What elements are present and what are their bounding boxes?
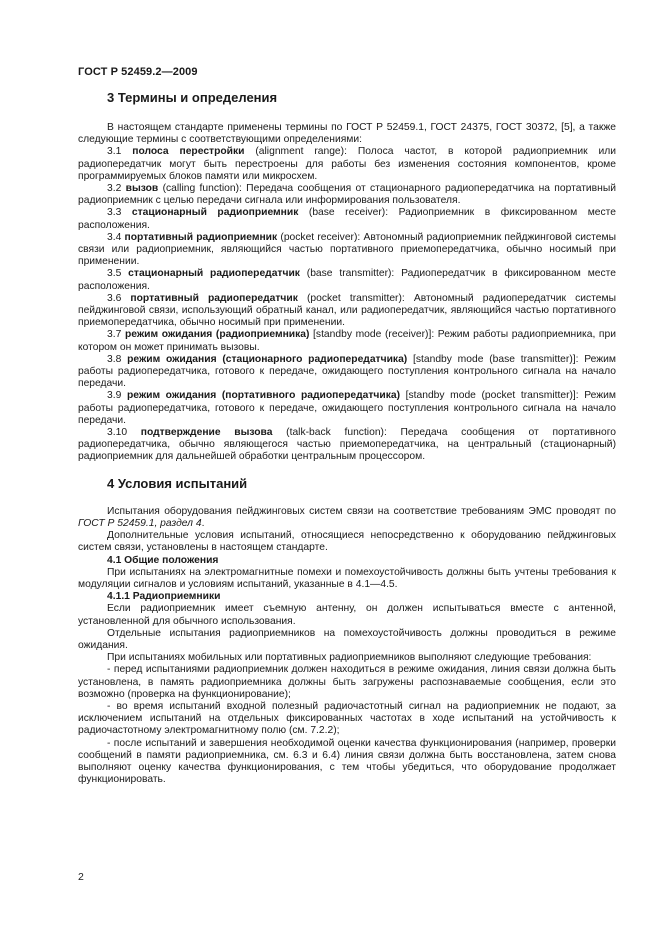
section-3-title: 3 Термины и определения (107, 90, 278, 105)
section-3-intro: В настоящем стандарте применены термины по ГОСТ Р 52459.1, ГОСТ 24375, ГОСТ 30372, [5], а также следующие термины с соответствующими определениями: (78, 122, 616, 146)
section-4-paragraph-1: Испытания оборудования пейджинговых систем связи на соответствие требованиям ЭМС проводят по ГОСТ Р 52459.1, раздел 4. (78, 505, 616, 529)
subsection-4-1-1-paragraph-3: При испытаниях мобильных или портативных радиоприемников выполняют следующие требования: (107, 652, 592, 664)
term-3-8: 3.8 режим ожидания (стационарного радиопередатчика) [standby mode (base transmitter)]: Режим работы радиопередатчика, готового к передаче, ожидающего поступления контрольного сигнала на начало передачи. (78, 353, 616, 390)
term-3-1: 3.1 полоса перестройки (alignment range): Полоса частот, в которой радиоприемник или радиопередатчик могут быть перестроены для работы без изменения состояния компонентов, кроме программируемых блоков памяти или микросхем. (78, 146, 616, 182)
term-3-7: 3.7 режим ожидания (радиоприемника) [standby mode (receiver)]: Режим работы радиоприемника, при котором он может принимать вызовы. (78, 329, 616, 353)
list-item: - после испытаний и завершения необходимой оценки качества функционирования (например, проверки сообщений в памяти радиоприемника, см. 6.3 и 6.4) линия связи должна быть восстановлена, затем снова выполняют оценку качества функционирования, с тем чтобы убедиться, что оборудование продолжает функционировать. (78, 737, 616, 786)
document-body (78, 90, 616, 786)
term-3-3: 3.3 стационарный радиоприемник (base receiver): Радиоприемник в фиксированном месте расположения. (78, 207, 616, 231)
subsection-4-1-1-paragraph-2: Отдельные испытания радиоприемников на помехоустойчивость должны проводиться в режиме ожидания. (78, 627, 616, 651)
document-header: ГОСТ Р 52459.2—2009 (78, 66, 198, 78)
list-item: - во время испытаний входной полезный радиочастотный сигнал на радиоприемник не подают, за исключением испытаний на отдельных фиксированных частотах в ходе испытаний на устойчивость к радиочастотному электромагнитному полю (см. 7.2.2); (78, 700, 616, 737)
subsection-4-1-1-title: 4.1.1 Радиоприемники (107, 591, 221, 603)
term-3-10: 3.10 подтверждение вызова (talk-back function): Передача сообщения от портативного радиопередатчика, обычно являющегося частью приемопередатчика, на центральный (стационарный) радиоприемник для дальнейшей обработки центральным процессором. (78, 427, 616, 463)
term-3-4: 3.4 портативный радиоприемник (pocket receiver): Автономный радиоприемник пейджинговой системы связи или радиоприемник, являющийся частью портативного приемопередатчика, обычно носимый при применении. (78, 231, 616, 268)
section-4-title: 4 Условия испытаний (107, 475, 248, 491)
term-3-9: 3.9 режим ожидания (портативного радиопередатчика) [standby mode (pocket transmitter)]: Режим работы радиопередатчика, готового к передаче, ожидающего поступления контрольного сигнала на начало передачи. (78, 390, 616, 426)
term-3-2: 3.2 вызов (calling function): Передача сообщения от стационарного радиопередатчика на портативный радиоприемник с целью передачи сигнала или информирования пользователя. (78, 183, 616, 207)
term-3-5: 3.5 стационарный радиопередатчик (base transmitter): Радиопередатчик в фиксированном месте расположения. (78, 268, 616, 292)
list-item: - перед испытаниями радиоприемник должен находиться в режиме ожидания, линия связи должна быть установлена, в память радиоприемника должны быть загружены распознаваемые сообщения, если это возможно (проверка на функционирование); (78, 664, 616, 700)
page-number: 2 (78, 871, 84, 883)
subsection-4-1-1-paragraph-1: Если радиоприемник имеет съемную антенну, он должен испытываться вместе с антенной, установленной для обычного использования. (78, 603, 616, 627)
subsection-4-1-title: 4.1 Общие положения (107, 554, 219, 566)
term-3-6: 3.6 портативный радиопередатчик (pocket transmitter): Автономный радиопередатчик системы пейджинговой связи, использующий обратный канал, или радиопередатчик, являющийся частью портативного приемопередатчика, обычно носимый при применении. (78, 292, 616, 329)
section-4-paragraph-2: Дополнительные условия испытаний, относящиеся непосредственно к оборудованию пейджинговых систем связи, установлены в настоящем стандарте. (78, 530, 616, 554)
subsection-4-1-paragraph: При испытаниях на электромагнитные помехи и помехоустойчивость должны быть учтены требования к модуляции сигналов и условиям испытаний, указанные в 4.1—4.5. (78, 566, 616, 590)
standard-reference: ГОСТ Р 52459.1, раздел 4 (78, 517, 202, 529)
